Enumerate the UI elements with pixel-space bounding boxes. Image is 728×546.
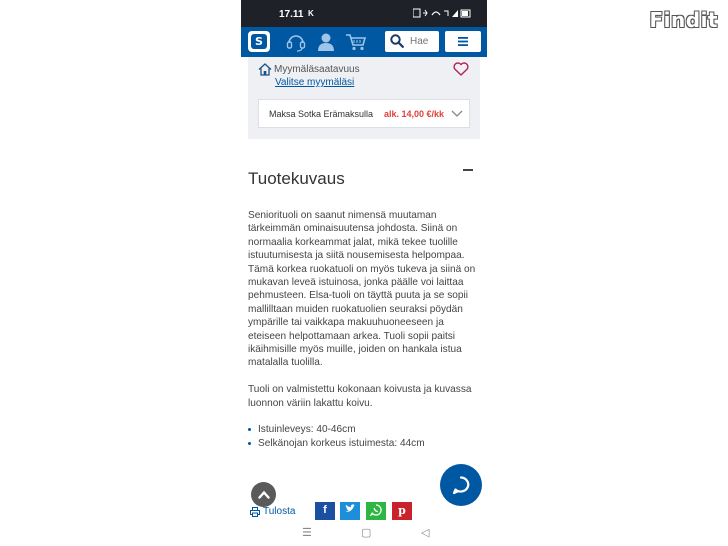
minus-icon[interactable] (463, 169, 473, 171)
menu-button[interactable] (445, 31, 481, 52)
findit-watermark: Findit (649, 8, 718, 32)
printer-icon[interactable] (250, 507, 260, 517)
whatsapp-share-button[interactable] (366, 502, 386, 520)
back-icon[interactable]: ◁ (421, 527, 430, 539)
facebook-share-button[interactable] (315, 502, 335, 520)
hamburger-menu-icon[interactable] (458, 37, 468, 46)
spec-item: Selkänojan korkeus istuimesta: 44cm (248, 437, 482, 450)
recent-apps-icon[interactable]: ☰ (302, 527, 312, 539)
status-icons (413, 8, 471, 20)
user-icon[interactable] (314, 31, 338, 53)
cart-icon[interactable] (344, 31, 368, 53)
section-title-product-description: Tuotekuvaus (248, 169, 345, 188)
status-carrier: K (308, 9, 314, 18)
status-bar (241, 0, 487, 27)
installment-price: alk. 14,00 €/kk (384, 109, 445, 119)
installment-payment-dropdown[interactable] (258, 99, 470, 128)
store-availability-panel (248, 57, 480, 139)
print-link[interactable] (250, 506, 295, 517)
headset-icon[interactable] (284, 31, 308, 53)
status-indicators-icon (413, 8, 471, 18)
search-icon[interactable] (390, 34, 404, 48)
heart-icon[interactable] (453, 62, 469, 76)
twitter-share-button[interactable] (340, 502, 360, 520)
search-box[interactable] (385, 31, 439, 52)
system-navigation-bar (241, 520, 487, 546)
select-store-link[interactable]: Valitse myymäläsi (275, 77, 355, 88)
installment-label: Maksa Sotka Erämaksulla (269, 109, 374, 119)
phone-screen (241, 0, 487, 546)
chevron-down-icon[interactable] (451, 108, 463, 118)
pinterest-share-button[interactable] (392, 502, 412, 520)
description-paragraph-1: Seniorituoli on saanut nimensä muutaman tärkeimmän ominaisuutensa johdosta. Siinä on normaalia korkeammat jalat, mikä tekee tuolille istuutumisesta ja siitä nousemisesta helpompaa. Tämä korkea ruokatuoli on myös tukeva ja siinä on mukavan leveä istuinosa, jonka päälle voi laittaa pehmusteen. Elsa-tuoli on täyttä puuta ja se sopii mallilltaan muiden ruokatuolien seuraksi pöydän ympärille tai vaikkapa makuuhuoneeseen ja eteiseen helpottamaan arkea. Tuoli sopii paitsi ikäihmisille myös muille, joiden on hankala istua matalalla tuolilla. (248, 210, 476, 369)
pinterest-icon[interactable]: p (398, 504, 406, 517)
spec-item: Istuinleveys: 40-46cm (248, 423, 482, 436)
product-description (248, 209, 482, 450)
home-icon[interactable]: ▢ (361, 527, 372, 539)
store-availability-label: Myymäläsaatavuus (274, 64, 360, 75)
sotka-logo-icon[interactable]: S (248, 31, 270, 52)
chat-bubble-icon[interactable] (451, 475, 471, 495)
twitter-icon[interactable] (345, 504, 356, 513)
house-icon (258, 63, 272, 76)
facebook-icon[interactable]: f (323, 504, 327, 516)
print-label[interactable]: Tulosta (263, 506, 296, 517)
status-time: 17.11 (279, 9, 304, 20)
scroll-to-top-button[interactable] (251, 482, 276, 507)
chat-button[interactable] (440, 464, 482, 506)
description-paragraph-2: Tuoli on valmistettu kokonaan koivusta ja kuvassa luonnon väriin lakattu koivu. (248, 384, 472, 409)
top-navbar (241, 27, 487, 57)
chevron-up-icon[interactable] (258, 490, 270, 499)
whatsapp-icon[interactable] (370, 504, 382, 516)
search-input[interactable] (410, 34, 436, 49)
spec-list (248, 423, 482, 450)
